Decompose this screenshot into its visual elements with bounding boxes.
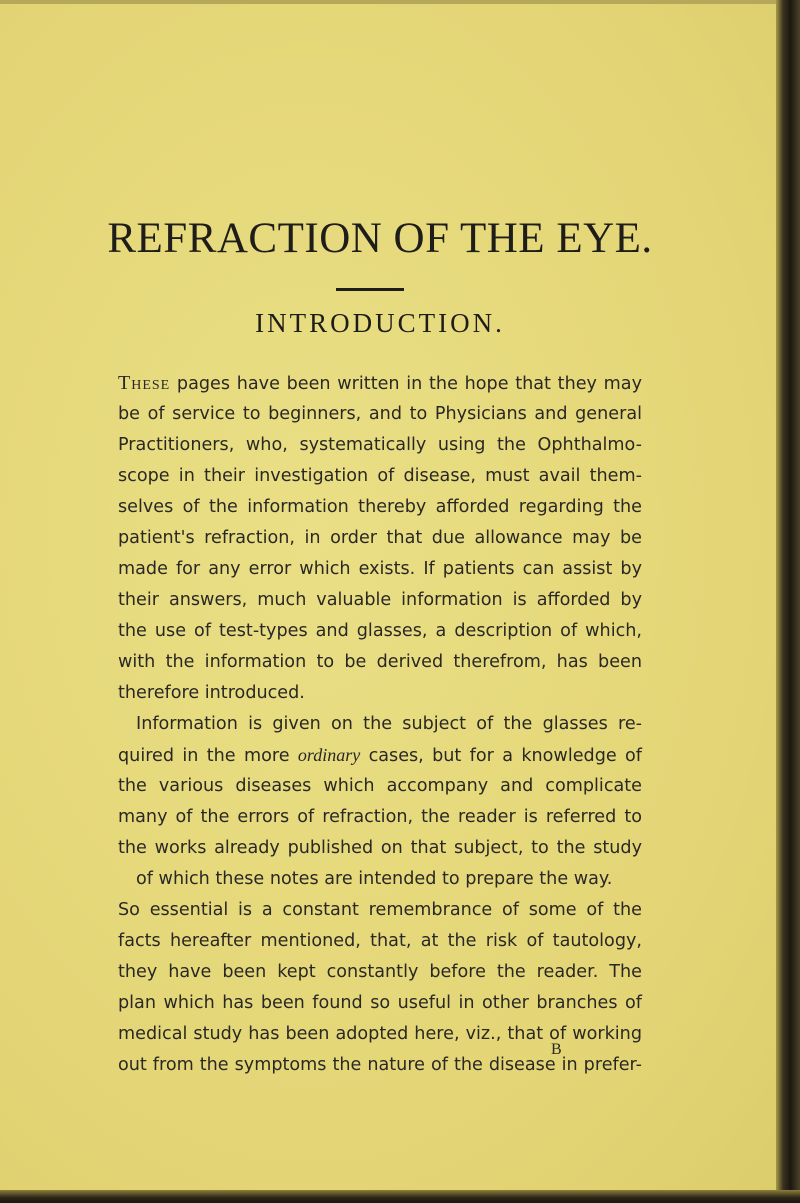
text-line: out from the symptoms the nature of the disease in prefer-	[118, 1055, 642, 1075]
italic-word: ordinary	[297, 745, 361, 765]
text-line: the works already published on that subject, to the study	[118, 838, 642, 858]
signature-mark: B	[551, 1041, 562, 1058]
text-line: medical study has been adopted here, viz., that of working	[118, 1024, 642, 1044]
text-line: These pages have been written in the hope that they may	[118, 372, 642, 394]
text-line: facts hereafter mentioned, that, at the risk of tautology,	[118, 931, 642, 951]
text-line: scope in their investigation of disease, must avail them-	[118, 466, 642, 486]
text-line: quired in the more ordinary cases, but for a knowledge of	[118, 745, 642, 766]
text-line: made for any error which exists. If patients can assist by	[118, 559, 642, 579]
title-rule	[336, 288, 404, 291]
text-line: they have been kept constantly before the reader. The	[118, 962, 642, 982]
section-heading: INTRODUCTION.	[255, 308, 505, 338]
text-line: patient's refraction, in order that due allowance may be	[118, 528, 642, 548]
text-line: therefore introduced.	[118, 683, 305, 703]
body-text	[118, 368, 642, 1081]
text-line: of which these notes are intended to prepare the way.	[136, 869, 613, 889]
text-line: Practitioners, who, systematically using the Ophthalmo-	[118, 435, 642, 455]
lead-word: These	[118, 372, 171, 394]
text-line: selves of the information thereby afforded regarding the	[118, 497, 642, 517]
text-line: So essential is a constant remembrance of some of the	[118, 900, 642, 920]
text-line: their answers, much valuable information is afforded by	[118, 590, 642, 610]
book-spine-edge	[776, 0, 800, 1203]
text-line: the use of test-types and glasses, a description of which,	[118, 621, 642, 641]
page-title: REFRACTION OF THE EYE.	[107, 215, 653, 262]
text-line: be of service to beginners, and to Physicians and general	[118, 404, 642, 424]
text-line: plan which has been found so useful in other branches of	[118, 993, 642, 1013]
text-line: with the information to be derived therefrom, has been	[118, 652, 642, 672]
page-bottom-edge	[0, 1190, 800, 1203]
text-line: the various diseases which accompany and complicate	[118, 776, 642, 796]
page-top-edge	[0, 0, 776, 4]
text-line: many of the errors of refraction, the reader is referred to	[118, 807, 642, 827]
text-line: Information is given on the subject of the glasses re-	[136, 714, 642, 734]
